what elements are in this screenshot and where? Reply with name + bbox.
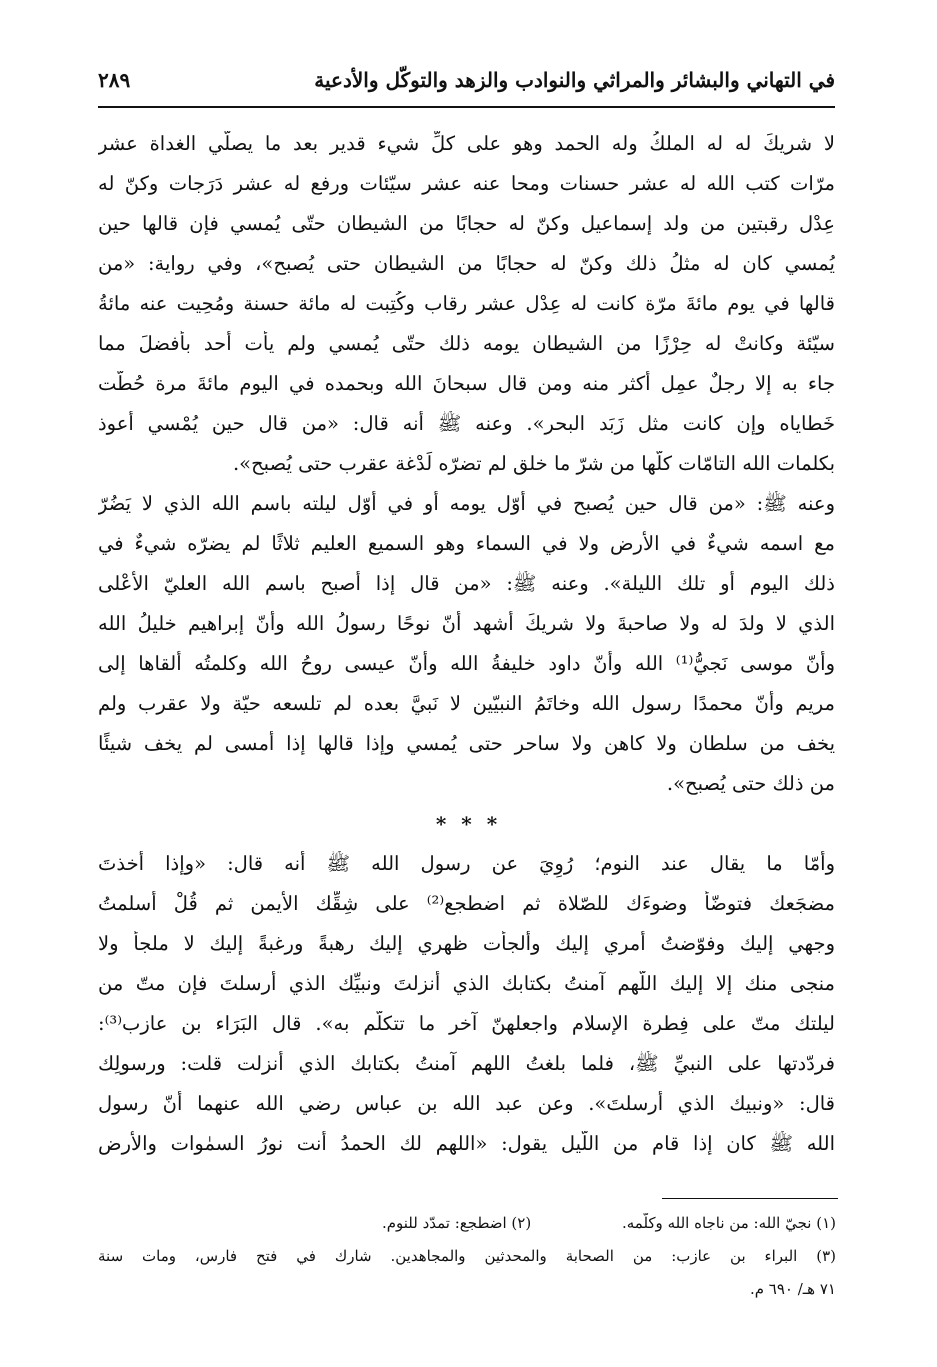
text-line: وجهي إليك وفوّضتُ أمري إليك وألجأت ظهري إليك رهبةً ورغبةً إليك لا ملجأ ولا: [98, 932, 835, 955]
section-separator: * * *: [435, 812, 502, 836]
text-line: وأنّ موسى نَجيُّ⁽¹⁾ الله وأنّ داود خليفةُ الله وأنّ عيسى روحُ الله وكلمتُه ألقاها إلى: [98, 652, 835, 675]
page-number: ٢٨٩: [98, 68, 131, 92]
text-line: الله ﷺ كان إذا قام من اللّيل يقول: «اللهم لك الحمدُ أنت نورُ السمٰوات والأرض: [98, 1132, 835, 1155]
page-header: [98, 62, 835, 108]
footnote-3: (٣) البراء بن عازب: من الصحابة والمحدثين والمجاهدين. شارك في فتح فارس، ومات سنة: [98, 1247, 836, 1265]
text-line: يُمسي كان له مثلُ ذلك وكنّ له حجابًا من الشيطان حتى يُصبح»، وفي رواية: «من: [98, 252, 835, 275]
text-line: ذلك اليوم أو تلك الليلة». وعنه ﷺ: «من قال إذا أصبح باسم الله العليّ الأعْلى: [98, 572, 835, 595]
text-line: مريم وأنّ محمدًا رسول الله وخاتَمُ النبيّين لا نَبيَّ بعده لم تلسعه حيّة ولا عقرب ولم: [98, 692, 835, 715]
text-line: قال: «ونبيك الذي أرسلتَ». وعن عبد الله بن عباس رضي الله عنهما أنّ رسول: [98, 1092, 835, 1115]
text-line: عِدْل رقبتين من ولد إسماعيل وكنّ له حجابًا من الشيطان حتّى يُمسي فإن قالها حين: [98, 212, 835, 235]
footnote-1: (١) نجيّ الله: من ناجاه الله وكلّمه.: [621, 1214, 836, 1232]
text-line: مرّات كتب الله له عشر حسنات ومحا عنه عشر سيّئات ورفع له عشر دَرَجات وكنّ له: [98, 172, 835, 195]
text-line: وعنه ﷺ: «من قال حين يُصبح في أوّل يومه أو في أوّل ليلته باسم الله الذي لا يَضُرّ: [98, 492, 835, 515]
text-line: الذي لا ولدَ له ولا صاحبةَ ولا شريكَ أشهد أنّ نوحًا رسولُ الله وأنّ إبراهيم خليلُ الله: [98, 612, 835, 635]
text-line: منجى منك إلا إليك اللّهم آمنتُ بكتابك الذي أنزلتَ ونبيِّك الذي أرسلتَ فإن متّ من: [98, 972, 835, 995]
text-line: لا شريكَ له له الملكُ وله الحمد وهو على كلِّ شيء قدير بعد ما يصلّي الغداة عشر: [98, 132, 835, 155]
text-line: مع اسمه شيءٌ في الأرض ولا في السماء وهو السميع العليم ثلاثًا لم يضرّه شيءٌ في: [98, 532, 835, 555]
text-line: مضجَعك فتوضّأ وضوءَك للصّلاة ثم اضطجع⁽²⁾ على شِقِّك الأيمن ثم قُلْ أسلمتُ: [98, 892, 835, 915]
footnote-2: (٢) اضطجع: تمدّد للنوم.: [381, 1214, 532, 1232]
text-line: ليلتك متّ على فِطرة الإسلام واجعلهنّ آخر ما تتكلّم به». قال البَرَاء بن عازب⁽³⁾:: [98, 1012, 835, 1035]
text-line: قالها في يوم مائةَ مرّة كانت له عِدْل عشر رقاب وكُتِبت له مائة حسنة ومُحِيت عنه مائةُ: [98, 292, 835, 315]
text-line: خَطاياه وإن كانت مثل زَبَد البحر». وعنه ﷺ أنه قال: «من قال حين يُمْسي أعوذ: [98, 412, 835, 435]
footnote-3-continued: ٧١ هـ/ ٦٩٠ م.: [749, 1280, 836, 1298]
footnote-divider: [662, 1198, 838, 1199]
text-line: جاء به إلا رجلٌ عمِل أكثر منه ومن قال سبحانَ الله وبحمده في اليوم مائةَ مرة حُطّت: [98, 372, 835, 395]
footnote-row: [98, 1213, 836, 1233]
text-line: فردّدتها على النبيِّ ﷺ، فلما بلغتُ اللهم آمنتُ بكتابك الذي أنزلت قلت: ورسولِك: [98, 1052, 835, 1075]
running-title: في التهاني والبشائر والمراثي والنوادب والزهد والتوكّل والأدعية: [314, 68, 835, 92]
text-line: بكلمات الله التامّات كلّها من شرّ ما خلق لم تضرّه لَدْغة عقرب حتى يُصبح».: [232, 452, 835, 475]
text-line: يخف من سلطان ولا كاهن ولا ساحر حتى يُمسي وإذا قالها إذا أمسى لم يخف شيئًا: [98, 732, 835, 755]
text-line: من ذلك حتى يُصبح».: [666, 772, 835, 795]
text-line: سيّئة وكانتْ له حِرْزًا من الشيطان يومه ذلك حتّى يُمسي ولم يأت أحد بأفضلَ مما: [98, 332, 835, 355]
text-line: وأمّا ما يقال عند النوم؛ رُوِيَ عن رسول الله ﷺ أنه قال: «وإذا أخذتَ: [98, 852, 835, 875]
